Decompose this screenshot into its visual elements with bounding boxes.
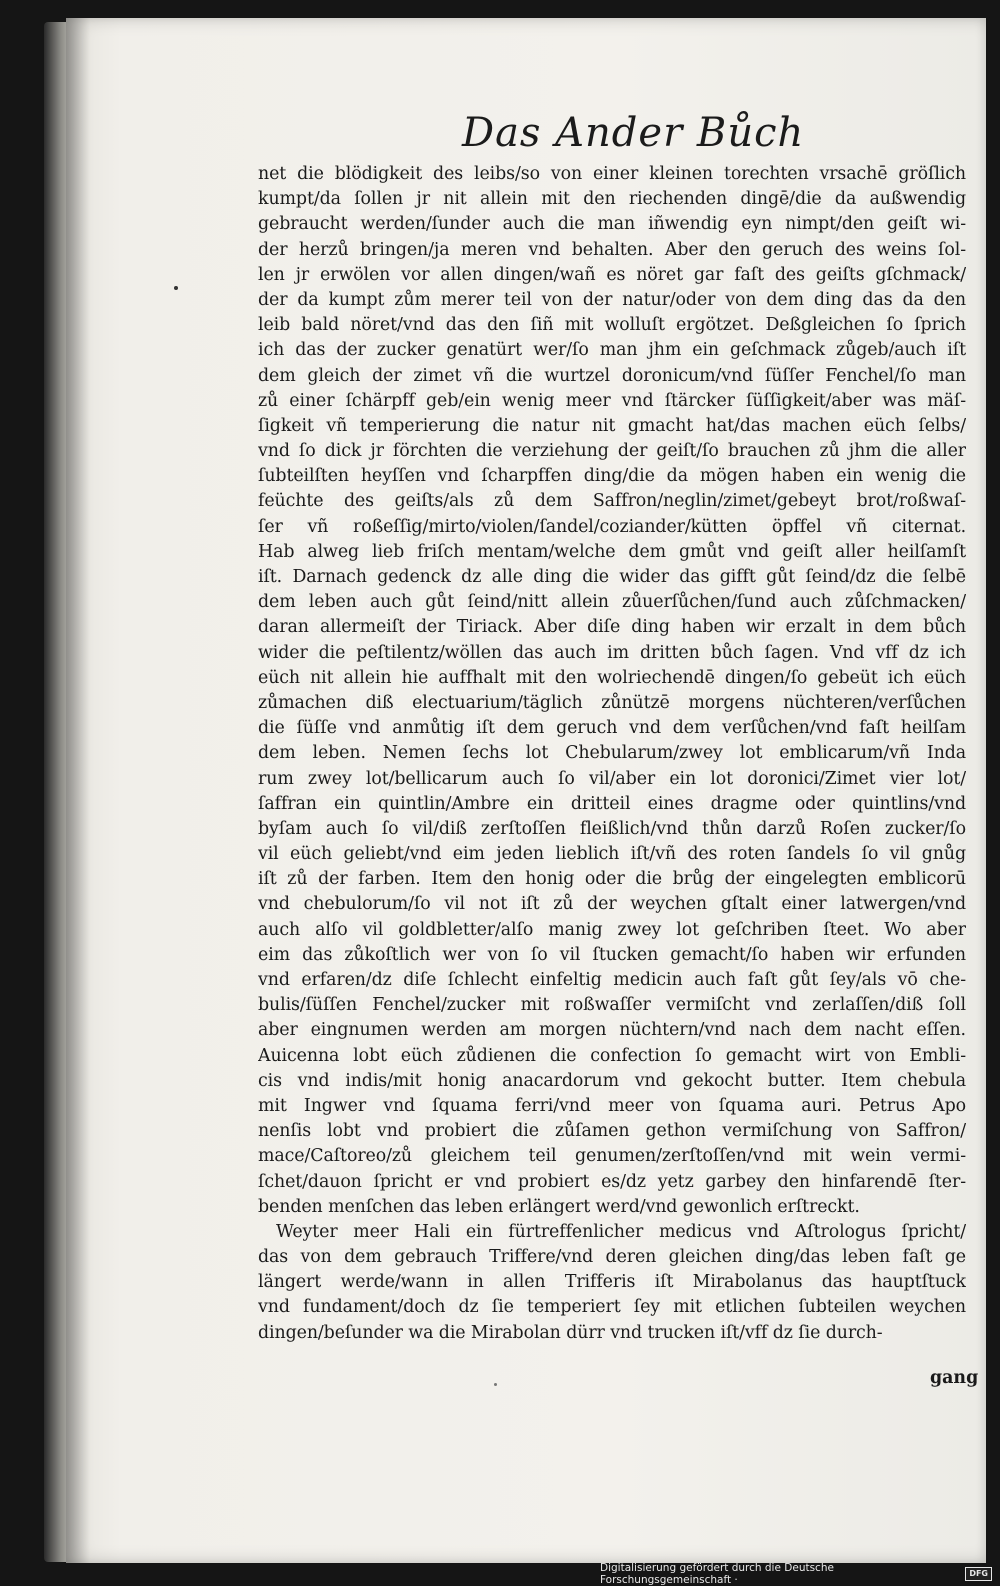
text-line: ſchet/dauon ſpricht er vnd probiert es/dz yetz garbey den hinfarendē ſter- (258, 1171, 966, 1192)
text-line: iſt. Darnach gedenck dz alle ding die wider das gifft gůt ſeind/dz die ſelbē (258, 567, 966, 587)
text-line: nenſis lobt vnd probiert die zůſamen gethon vermiſchung von Saffron/ (258, 1121, 966, 1142)
text-line: das von dem gebrauch Triffere/vnd deren gleichen ding/das leben faſt ge (258, 1247, 966, 1268)
text-line: der da kumpt zům merer teil von der natur/oder von dem ding das da den (258, 289, 966, 310)
text-line: dem leben auch gůt ſeind/nitt allein zůuerſůchen/ſund auch zůſchmacken/ (258, 592, 966, 613)
text-line: ſubteilſten heyſſen vnd ſcharpffen ding/die da mögen haben ein wenig die (258, 466, 966, 487)
text-line: vnd chebulorum/ſo vil not iſt zů der weychen gſtalt einer latwergen/vnd (258, 894, 966, 915)
text-line: zůmachen diß electuarium/täglich zůnützē morgens nüchteren/verſůchen (258, 692, 966, 713)
text-line: byſam auch ſo vil/diß zerſtoſſen fleißlich/vnd thůn darzů Roſen zucker/ſo (258, 818, 966, 839)
text-line: len jr erwölen vor allen dingen/wañ es nöret gar faſt des geiſts gſchmack/ (258, 264, 966, 285)
text-line: längert werde/wann in allen Trifferis iſt Mirabolanus das hauptſtuck (258, 1272, 966, 1293)
text-line: ſaffran ein quintlin/Ambre ein dritteil eines dragme oder quintlins/vnd (258, 793, 966, 814)
text-line: aber eingnumen werden am morgen nüchtern/vnd nach dem nacht eſſen. (258, 1020, 966, 1041)
text-line: ich das der zucker genatürt wer/ſo man jhm ein geſchmack zůgeb/auch iſt (258, 340, 966, 361)
text-line: bulis/ſüſſen Fenchel/zucker mit roßwaſſer vermiſcht vnd zerlaſſen/diß ſoll (258, 995, 966, 1016)
text-line: eüch nit allein hie auffhalt mit den wolriechendē dingen/ſo gebeüt ich eüch (258, 667, 966, 688)
dfg-logo: DFG (965, 1567, 992, 1581)
footer-text: Digitalisierung gefördert durch die Deutsche Forschungsgemeinschaft · (600, 1562, 834, 1586)
page-fold-shadow (66, 18, 90, 1563)
text-line: die ſüſſe vnd anmůtig iſt dem geruch vnd dem verſůchen/vnd faſt heilſam (258, 718, 966, 739)
text-line: dingen/beſunder wa die Mirabolan dürr vnd trucken iſt/vff dz ſie durch- (258, 1322, 883, 1343)
text-line: Hab alweg lieb friſch mentam/welche dem gmůt vnd geiſt aller heilſamſt (258, 541, 966, 562)
text-line: ſer vñ roßeſſig/mirto/violen/ſandel/coziander/kütten öpffel vñ citernat. (258, 516, 966, 537)
text-line: zů einer ſchärpff geb/ein wenig meer vnd ſtärcker ſüſſigkeit/aber was mäſ- (258, 390, 966, 411)
text-line: gebraucht werden/ſunder auch die man iñwendig eyn nimpt/den geiſt wi- (258, 214, 966, 235)
digitization-footer (600, 1562, 992, 1586)
text-line: mace/Caſtoreo/zů gleichem teil genumen/zerſtoſſen/vnd mit wein vermi- (258, 1146, 966, 1167)
text-line: wider die peſtilentz/wöllen das auch im dritten bůch ſagen. Vnd vff dz ich (258, 642, 966, 663)
text-line: Weyter meer Hali ein fürtreffenlicher medicus vnd Aſtrologus ſpricht/ (276, 1221, 966, 1242)
text-line: rum zwey lot/bellicarum auch ſo vil/aber ein lot doronici/Zimet vier lot/ (258, 768, 966, 789)
running-head: Das Ander Bůch (462, 110, 805, 156)
text-line: mit Ingwer vnd ſquama ferri/vnd meer von ſquama auri. Petrus Apo (258, 1095, 966, 1116)
text-line: dem gleich der zimet vñ die wurtzel doronicum/vnd ſüſſer Fenchel/ſo man (258, 365, 966, 386)
text-line: feüchte des geiſts/als zů dem Saffron/neglin/zimet/gebeyt brot/roßwaſ- (258, 491, 966, 512)
text-line: vnd ſo dick jr förchten die verziehung der geiſt/ſo brauchen zů jhm die aller (258, 441, 966, 462)
text-line: leib bald nöret/vnd das den ſiñ mit wolluſt ergötzet. Deßgleichen ſo ſprich (258, 315, 966, 336)
text-line: auch alſo vil goldbletter/alſo manig zwey lot geſchriben ſteet. Wo aber (258, 919, 966, 940)
text-line: vil eüch geliebt/vnd eim jeden lieblich iſt/vñ des roten ſandels ſo vil gnůg (258, 844, 966, 865)
text-line: der herzů bringen/ja meren vnd behalten. Aber den geruch des weins ſol- (258, 239, 966, 260)
text-line: daran allermeiſt der Tiriack. Aber diſe ding haben wir erzalt in dem bůch (258, 617, 966, 638)
text-line: iſt zů der farben. Item den honig oder die brůg der eingelegten emblicorū (258, 869, 966, 890)
text-line: Auicenna lobt eüch zůdienen die confection ſo gemacht wirt von Embli- (258, 1045, 966, 1066)
catchword: gang (930, 1368, 979, 1388)
text-line: dem leben. Nemen ſechs lot Chebularum/zwey lot emblicarum/vñ Inda (258, 743, 966, 764)
text-line: ſigkeit vñ temperierung die natur nit gmacht hat/das machen eüch ſelbs/ (258, 415, 966, 436)
ink-speck (494, 1383, 497, 1386)
text-line: net die blödigkeit des leibs/so von einer kleinen torechten vrsachē gröſlich (258, 164, 966, 184)
text-line: kumpt/da ſollen jr nit allein mit den riechenden dingē/die da außwendig (258, 189, 966, 210)
ink-speck (174, 286, 178, 290)
text-line: eim das zůkoſtlich wer von ſo vil ſtucken gemacht/ſo haben wir erfunden (258, 944, 966, 965)
text-line: cis vnd indis/mit honig anacardorum vnd gekocht butter. Item chebula (258, 1070, 966, 1091)
text-line: vnd erfaren/dz diſe ſchlecht einfeltig medicin auch faſt gůt ſey/als vō che- (258, 970, 966, 990)
body-text (258, 162, 966, 1346)
text-line: vnd fundament/doch dz ſie temperiert ſey mit etlichen ſubteilen weychen (258, 1297, 966, 1318)
text-line: benden menſchen das leben erlängert werd/vnd gewonlich erſtreckt. (258, 1196, 860, 1217)
